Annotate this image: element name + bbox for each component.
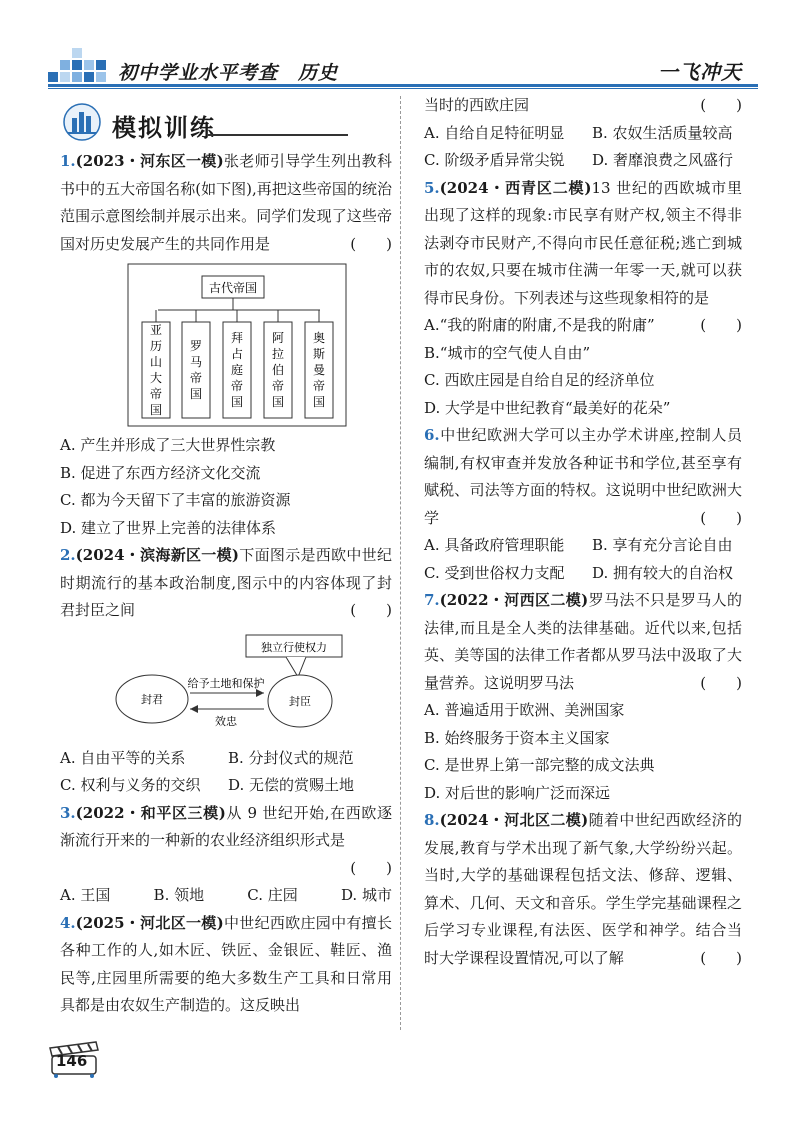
option-a: A. 自由平等的关系 [60, 748, 186, 767]
option-row [60, 745, 392, 773]
option-b: B. 享有充分言论自由 [592, 536, 733, 554]
empire-box [182, 322, 210, 418]
option-d: D. 对后世的影响广泛而深远 [424, 783, 611, 802]
question-number: 2. [60, 546, 76, 564]
vassal-label: 封臣 [289, 694, 311, 708]
question-stem: 中世纪西欧庄园中有擅长各种工作的人,如木匠、铁匠、金银匠、鞋匠、渔民等,庄园里所需要的绝大多数生产工具和日常用具都是由农奴生产制造的。这反映出 [60, 913, 392, 1014]
option-d: D. 城市 [340, 886, 392, 904]
question-source: (2025・河北区一模) [75, 913, 224, 932]
option-c: C. 权利与义务的交织 [60, 776, 201, 794]
option-row [424, 120, 742, 148]
question-stem: 从 9 世纪开始,在西欧逐渐流行开来的一种新的农业经济组织形式是 [60, 803, 392, 849]
answer-blank: ( ) [350, 858, 392, 877]
section-heading [60, 102, 300, 142]
option-a: A. 自给自足特征明显 [424, 123, 565, 142]
option-d: D. 建立了世界上完善的法律体系 [60, 518, 277, 537]
book-title: 初中学业水平考查 历史 [118, 62, 339, 84]
top-arrow-label: 给予土地和保护 [187, 676, 265, 690]
question-number: 6. [424, 426, 440, 444]
question-source: (2022・河西区二模) [439, 591, 589, 609]
question-source: (2024・西青区二模) [439, 178, 592, 197]
callout-label: 独立行使权力 [261, 640, 327, 654]
question-number: 4. [60, 913, 76, 932]
question-7 [424, 587, 742, 697]
question-stem-tail: 当时的西欧庄园 [424, 96, 530, 114]
option-d: D. 无偿的赏赐土地 [228, 776, 355, 794]
diagram-root-label: 古代帝国 [208, 281, 258, 295]
option-b: B.“城市的空气使人自由” [424, 343, 591, 362]
option-c: C. 庄园 [247, 886, 298, 904]
answer-blank: ( ) [350, 234, 392, 253]
option-a: A. 具备政府管理职能 [424, 536, 565, 554]
option-a: A. 普遍适用于欧洲、美洲国家 [424, 701, 625, 719]
option-b: B. 领地 [153, 886, 205, 904]
section-rule [208, 134, 348, 136]
answer-blank-row [60, 855, 392, 883]
question-source: (2023・河东区一模) [75, 152, 224, 170]
answer-blank: ( ) [700, 673, 742, 692]
empire-name-4: 阿拉伯帝国 [271, 331, 285, 409]
header-rule-thin [48, 88, 758, 89]
option-c: C. 西欧庄园是自给自足的经济单位 [424, 371, 655, 389]
option-row [424, 147, 742, 175]
question-8 [424, 807, 742, 972]
page-number-badge [46, 1038, 102, 1078]
empire-name-5: 奥斯曼帝国 [312, 331, 326, 409]
question-number: 1. [60, 152, 76, 170]
header-rule [48, 84, 758, 87]
right-column [424, 92, 742, 972]
bottom-arrow-label: 效忠 [215, 714, 237, 728]
question-stem: 罗马法不只是罗马人的法律,而且是全人类的法律基础。近代以来,包括英、美等国的法律工作者都从罗马法中汲取了大量营养。这说明罗马法 [424, 591, 742, 692]
page-number: 146 [56, 1052, 88, 1070]
question-stem: 13 世纪的西欧城市里出现了这样的现象:市民享有财产权,领主不得非法剥夺市民财产,不得向市民任意征税;逃亡到城市的农奴,只要在城市住满一年零一天,就可以获得市民身份。下列表述与这些现象相符的是 [424, 178, 742, 307]
option-a: A. 产生并形成了三大世界性宗教 [60, 436, 276, 454]
question-source: (2024・河北区二模) [439, 811, 589, 829]
answer-blank: ( ) [700, 508, 742, 527]
question-stem: 中世纪欧洲大学可以主办学术讲座,控制人员编制,有权审查并发放各种证书和学位,甚至享有赋税、司法等方面的特权。这说明中世纪欧洲大学 [424, 426, 742, 527]
question-4 [60, 910, 392, 1020]
empire-name-2: 罗马帝国 [189, 339, 203, 401]
brand-logo: 一飞冲天 [658, 60, 742, 84]
question-6 [424, 422, 742, 532]
answer-blank: ( ) [700, 948, 742, 967]
option-b: B. 分封仪式的规范 [228, 748, 354, 767]
column-divider [400, 96, 401, 1030]
question-source: (2024・滨海新区一模) [75, 546, 239, 564]
feudal-diagram [60, 627, 392, 745]
page-header [0, 0, 800, 88]
option-a: A.“我的附庸的附庸,不是我的附庸” [424, 316, 655, 334]
option-b: B. 始终服务于资本主义国家 [424, 728, 610, 747]
q4-continuation [424, 92, 742, 120]
option-row [424, 560, 742, 588]
empire-name-3: 拜占庭帝国 [230, 331, 244, 409]
question-number: 7. [424, 591, 440, 609]
city-emblem-icon [60, 102, 108, 142]
empire-diagram [60, 262, 392, 430]
answer-blank: ( ) [700, 96, 742, 114]
option-row [424, 532, 742, 560]
question-1 [60, 148, 392, 258]
question-2 [60, 542, 392, 625]
option-c: C. 是世界上第一部完整的成文法典 [424, 756, 655, 774]
left-column [60, 148, 392, 1020]
option-b: B. 促进了东西方经济文化交流 [60, 463, 261, 482]
option-row [60, 882, 392, 910]
question-number: 8. [424, 811, 440, 829]
option-d: D. 拥有较大的自治权 [592, 563, 734, 582]
option-b: B. 农奴生活质量较高 [592, 123, 733, 142]
answer-blank: ( ) [350, 601, 392, 619]
question-stem: 张老师引导学生列出教科书中的五大帝国名称(如下图),再把这些帝国的统治范围示意图绘制并展示出来。同学们发现了这些帝国对历史发展产生的共同作用是 [60, 152, 392, 253]
question-stem: 随着中世纪西欧经济的发展,教育与学术出现了新气象,大学纷纷兴起。当时,大学的基础课程包括文法、修辞、逻辑、算术、几何、天文和音乐。学生学完基础课程之后学习专业课程,有法医、医学和神学。结合当时大学课程设置情况,可以了解 [424, 811, 742, 967]
empire-name-1: 亚历山大帝国 [149, 323, 163, 417]
option-row [60, 772, 392, 800]
question-number: 3. [60, 803, 76, 822]
option-d: D. 奢靡浪费之风盛行 [592, 151, 734, 169]
lord-label: 封君 [141, 692, 163, 706]
option-c: C. 都为今天留下了丰富的旅游资源 [60, 491, 291, 509]
option-c: C. 受到世俗权力支配 [424, 563, 565, 582]
question-number: 5. [424, 178, 440, 197]
question-stem: 下面图示是西欧中世纪时期流行的基本政治制度,图示中的内容体现了封君封臣之间 [60, 546, 392, 619]
question-source: (2022・和平区三模) [75, 803, 226, 822]
option-a: A. 王国 [60, 886, 111, 904]
answer-blank: ( ) [700, 316, 742, 334]
question-3 [60, 800, 392, 855]
option-d: D. 大学是中世纪教育“最美好的花朵” [424, 398, 671, 417]
option-c: C. 阶级矛盾异常尖锐 [424, 151, 565, 169]
section-title: 模拟训练 [112, 113, 216, 142]
